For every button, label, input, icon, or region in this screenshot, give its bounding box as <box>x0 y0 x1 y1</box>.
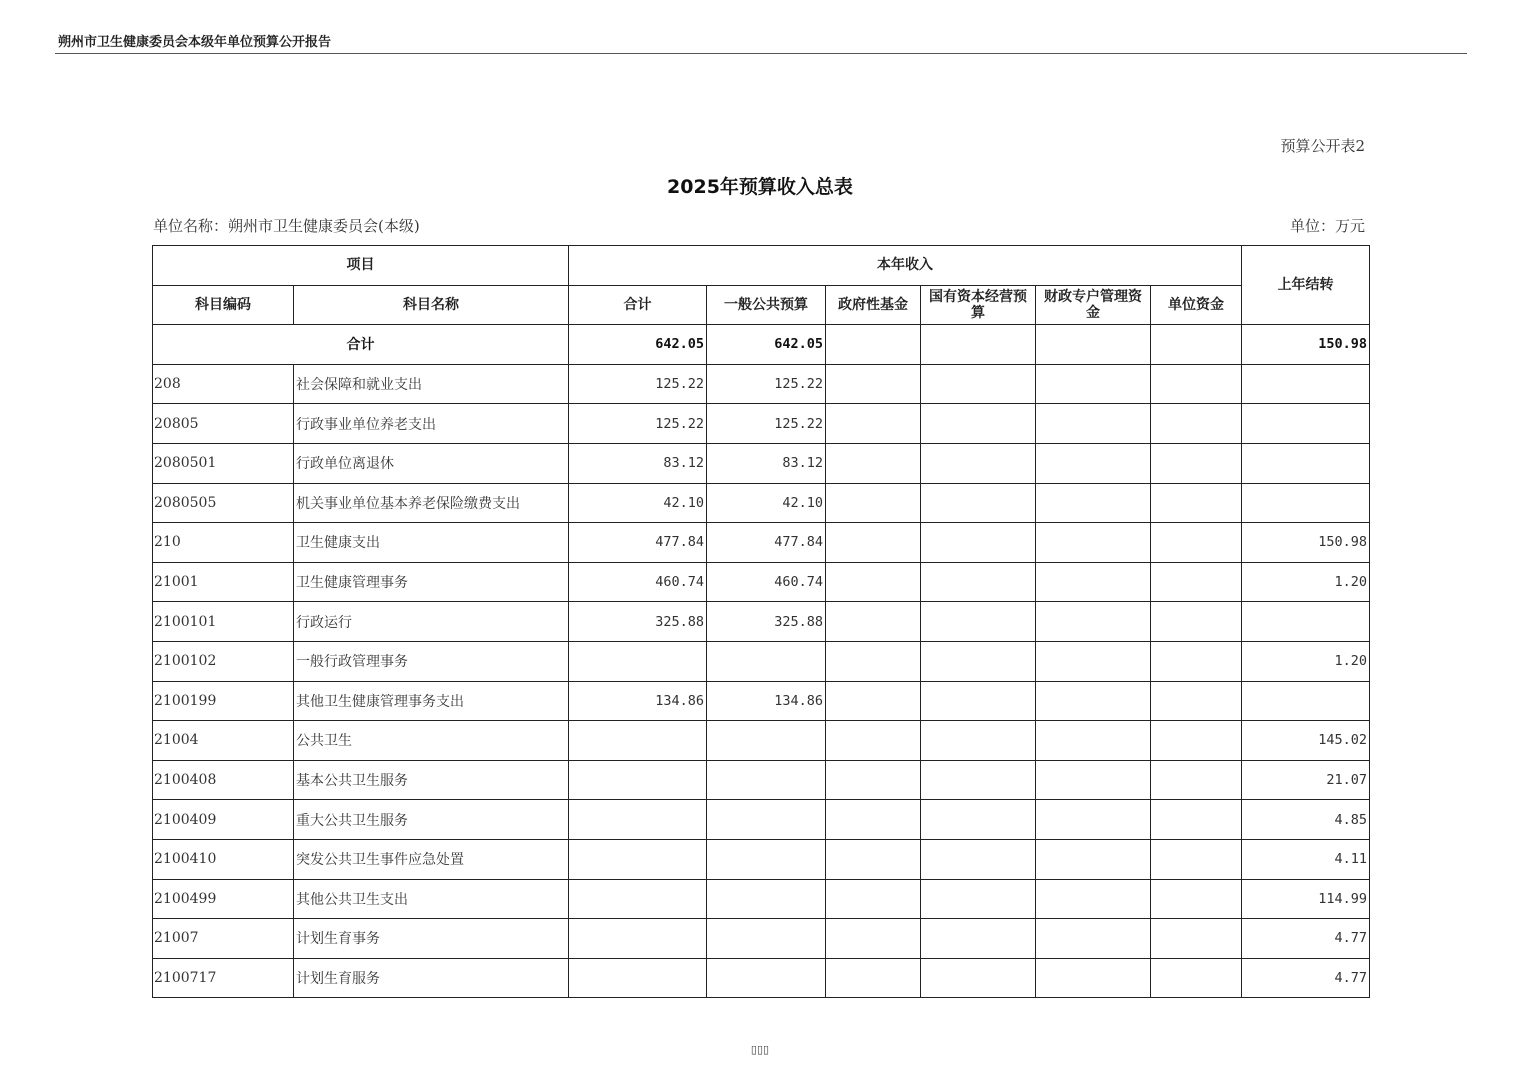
total-general-public-budget: 642.05 <box>707 325 826 365</box>
government-fund-cell <box>826 483 921 523</box>
subject-name-cell: 行政运行 <box>294 602 569 642</box>
state-capital-budget-cell <box>921 879 1036 919</box>
government-fund-cell <box>826 562 921 602</box>
table-row <box>153 800 1370 840</box>
header-government-fund: 政府性基金 <box>826 285 921 325</box>
fiscal-special-fund-cell <box>1036 364 1151 404</box>
government-fund-cell <box>826 641 921 681</box>
last-year-carryover-cell: 1.20 <box>1242 562 1370 602</box>
fiscal-special-fund-cell <box>1036 919 1151 959</box>
table-row <box>153 958 1370 998</box>
last-year-carryover-cell <box>1242 483 1370 523</box>
subtotal-cell <box>569 879 707 919</box>
subtotal-cell <box>569 641 707 681</box>
subtotal-cell <box>569 919 707 959</box>
subtotal-cell: 477.84 <box>569 523 707 563</box>
unit-fund-cell <box>1151 364 1242 404</box>
unit-name: 单位名称：朔州市卫生健康委员会(本级) <box>153 217 420 235</box>
unit-fund-cell <box>1151 641 1242 681</box>
last-year-carryover-cell: 4.85 <box>1242 800 1370 840</box>
unit-fund-cell <box>1151 919 1242 959</box>
subject-code-cell: 2100499 <box>153 879 294 919</box>
general-public-budget-cell <box>707 760 826 800</box>
unit-fund-cell <box>1151 523 1242 563</box>
header-last-year-carryover: 上年结转 <box>1242 246 1370 325</box>
state-capital-budget-cell <box>921 523 1036 563</box>
fiscal-special-fund-cell <box>1036 958 1151 998</box>
unit-fund-cell <box>1151 681 1242 721</box>
fiscal-special-fund-cell <box>1036 602 1151 642</box>
subtotal-cell <box>569 839 707 879</box>
table-row <box>153 404 1370 444</box>
last-year-carryover-cell: 4.11 <box>1242 839 1370 879</box>
last-year-carryover-cell: 150.98 <box>1242 523 1370 563</box>
unit-fund-cell <box>1151 760 1242 800</box>
table-row <box>153 483 1370 523</box>
header-current-year-income: 本年收入 <box>569 246 1242 286</box>
subject-name-cell: 计划生育事务 <box>294 919 569 959</box>
subtotal-cell <box>569 958 707 998</box>
subject-name-cell: 一般行政管理事务 <box>294 641 569 681</box>
subject-name-cell: 其他卫生健康管理事务支出 <box>294 681 569 721</box>
unit-fund-cell <box>1151 404 1242 444</box>
header-subject-name: 科目名称 <box>294 285 569 325</box>
subtotal-cell <box>569 721 707 761</box>
header-row-top <box>153 246 1370 286</box>
fiscal-special-fund-cell <box>1036 879 1151 919</box>
total-label: 合计 <box>153 325 569 365</box>
total-fiscal-special-fund <box>1036 325 1151 365</box>
state-capital-budget-cell <box>921 562 1036 602</box>
subtotal-cell: 125.22 <box>569 404 707 444</box>
government-fund-cell <box>826 404 921 444</box>
subject-name-cell: 其他公共卫生支出 <box>294 879 569 919</box>
fiscal-special-fund-cell <box>1036 721 1151 761</box>
fiscal-special-fund-cell <box>1036 800 1151 840</box>
government-fund-cell <box>826 602 921 642</box>
subject-code-cell: 21001 <box>153 562 294 602</box>
header-general-public-budget: 一般公共预算 <box>707 285 826 325</box>
page-title: 2025年预算收入总表 <box>667 176 853 198</box>
unit-fund-cell <box>1151 443 1242 483</box>
last-year-carryover-cell <box>1242 404 1370 444</box>
unit-fund-cell <box>1151 839 1242 879</box>
total-subtotal: 642.05 <box>569 325 707 365</box>
fiscal-special-fund-cell <box>1036 562 1151 602</box>
last-year-carryover-cell: 21.07 <box>1242 760 1370 800</box>
fiscal-special-fund-cell <box>1036 839 1151 879</box>
general-public-budget-cell <box>707 721 826 761</box>
header-divider <box>55 53 1467 54</box>
general-public-budget-cell <box>707 879 826 919</box>
unit-fund-cell <box>1151 602 1242 642</box>
subject-code-cell: 2100410 <box>153 839 294 879</box>
table-row <box>153 919 1370 959</box>
state-capital-budget-cell <box>921 760 1036 800</box>
subject-code-cell: 210 <box>153 523 294 563</box>
government-fund-cell <box>826 839 921 879</box>
header-project: 项目 <box>153 246 569 286</box>
general-public-budget-cell: 134.86 <box>707 681 826 721</box>
government-fund-cell <box>826 721 921 761</box>
subject-name-cell: 机关事业单位基本养老保险缴费支出 <box>294 483 569 523</box>
government-fund-cell <box>826 364 921 404</box>
fiscal-special-fund-cell <box>1036 483 1151 523</box>
last-year-carryover-cell <box>1242 364 1370 404</box>
unit-fund-cell <box>1151 958 1242 998</box>
government-fund-cell <box>826 958 921 998</box>
total-last-year-carryover: 150.98 <box>1242 325 1370 365</box>
general-public-budget-cell <box>707 800 826 840</box>
fiscal-special-fund-cell <box>1036 681 1151 721</box>
state-capital-budget-cell <box>921 958 1036 998</box>
subject-name-cell: 公共卫生 <box>294 721 569 761</box>
state-capital-budget-cell <box>921 721 1036 761</box>
last-year-carryover-cell <box>1242 443 1370 483</box>
general-public-budget-cell <box>707 839 826 879</box>
unit-fund-cell <box>1151 879 1242 919</box>
last-year-carryover-cell <box>1242 681 1370 721</box>
state-capital-budget-cell <box>921 404 1036 444</box>
unit-fund-cell <box>1151 800 1242 840</box>
unit-fund-cell <box>1151 483 1242 523</box>
table-row <box>153 879 1370 919</box>
page-header: 朔州市卫生健康委员会本级年单位预算公开报告 <box>58 35 332 50</box>
total-unit-fund <box>1151 325 1242 365</box>
subject-code-cell: 2100199 <box>153 681 294 721</box>
subject-code-cell: 2100102 <box>153 641 294 681</box>
table-row <box>153 839 1370 879</box>
last-year-carryover-cell: 145.02 <box>1242 721 1370 761</box>
table-row <box>153 721 1370 761</box>
state-capital-budget-cell <box>921 800 1036 840</box>
subject-name-cell: 重大公共卫生服务 <box>294 800 569 840</box>
subtotal-cell <box>569 760 707 800</box>
unit-fund-cell <box>1151 562 1242 602</box>
table-code: 预算公开表2 <box>1280 137 1365 155</box>
general-public-budget-cell: 42.10 <box>707 483 826 523</box>
last-year-carryover-cell: 114.99 <box>1242 879 1370 919</box>
subtotal-cell <box>569 800 707 840</box>
state-capital-budget-cell <box>921 641 1036 681</box>
total-government-fund <box>826 325 921 365</box>
government-fund-cell <box>826 443 921 483</box>
subtotal-cell: 134.86 <box>569 681 707 721</box>
unit-label: 单位：万元 <box>1289 217 1365 235</box>
government-fund-cell <box>826 919 921 959</box>
subtotal-cell: 125.22 <box>569 364 707 404</box>
subject-code-cell: 20805 <box>153 404 294 444</box>
unit-fund-cell <box>1151 721 1242 761</box>
subject-code-cell: 21004 <box>153 721 294 761</box>
header-state-capital-budget: 国有资本经营预算 <box>921 285 1036 325</box>
table-row <box>153 443 1370 483</box>
last-year-carryover-cell: 1.20 <box>1242 641 1370 681</box>
subtotal-cell: 460.74 <box>569 562 707 602</box>
subject-code-cell: 2080501 <box>153 443 294 483</box>
general-public-budget-cell: 460.74 <box>707 562 826 602</box>
general-public-budget-cell <box>707 641 826 681</box>
header-subject-code: 科目编码 <box>153 285 294 325</box>
table-row <box>153 523 1370 563</box>
subtotal-cell: 325.88 <box>569 602 707 642</box>
table-row <box>153 364 1370 404</box>
subject-name-cell: 基本公共卫生服务 <box>294 760 569 800</box>
fiscal-special-fund-cell <box>1036 760 1151 800</box>
subject-name-cell: 卫生健康支出 <box>294 523 569 563</box>
budget-income-table <box>152 245 1370 998</box>
subject-name-cell: 社会保障和就业支出 <box>294 364 569 404</box>
header-subtotal: 合计 <box>569 285 707 325</box>
general-public-budget-cell: 477.84 <box>707 523 826 563</box>
table-row <box>153 562 1370 602</box>
table-row <box>153 681 1370 721</box>
subject-name-cell: 卫生健康管理事务 <box>294 562 569 602</box>
state-capital-budget-cell <box>921 602 1036 642</box>
fiscal-special-fund-cell <box>1036 404 1151 444</box>
government-fund-cell <box>826 800 921 840</box>
government-fund-cell <box>826 879 921 919</box>
header-unit-fund: 单位资金 <box>1151 285 1242 325</box>
state-capital-budget-cell <box>921 364 1036 404</box>
subject-code-cell: 2100101 <box>153 602 294 642</box>
state-capital-budget-cell <box>921 443 1036 483</box>
subtotal-cell: 83.12 <box>569 443 707 483</box>
total-row <box>153 325 1370 365</box>
general-public-budget-cell: 83.12 <box>707 443 826 483</box>
subject-code-cell: 2080505 <box>153 483 294 523</box>
fiscal-special-fund-cell <box>1036 443 1151 483</box>
last-year-carryover-cell <box>1242 602 1370 642</box>
general-public-budget-cell: 325.88 <box>707 602 826 642</box>
subject-name-cell: 突发公共卫生事件应急处置 <box>294 839 569 879</box>
state-capital-budget-cell <box>921 483 1036 523</box>
general-public-budget-cell <box>707 958 826 998</box>
general-public-budget-cell: 125.22 <box>707 364 826 404</box>
general-public-budget-cell: 125.22 <box>707 404 826 444</box>
total-state-capital-budget <box>921 325 1036 365</box>
government-fund-cell <box>826 681 921 721</box>
government-fund-cell <box>826 760 921 800</box>
header-row-sub <box>153 285 1370 325</box>
subject-name-cell: 行政单位离退休 <box>294 443 569 483</box>
page-number: ▯▯▯ <box>750 1043 770 1056</box>
subject-code-cell: 2100717 <box>153 958 294 998</box>
subject-code-cell: 208 <box>153 364 294 404</box>
fiscal-special-fund-cell <box>1036 641 1151 681</box>
subject-name-cell: 行政事业单位养老支出 <box>294 404 569 444</box>
subject-code-cell: 2100408 <box>153 760 294 800</box>
last-year-carryover-cell: 4.77 <box>1242 958 1370 998</box>
table-row <box>153 641 1370 681</box>
state-capital-budget-cell <box>921 681 1036 721</box>
last-year-carryover-cell: 4.77 <box>1242 919 1370 959</box>
table-row <box>153 602 1370 642</box>
table-row <box>153 760 1370 800</box>
header-fiscal-special-fund: 财政专户管理资金 <box>1036 285 1151 325</box>
subject-name-cell: 计划生育服务 <box>294 958 569 998</box>
fiscal-special-fund-cell <box>1036 523 1151 563</box>
subject-code-cell: 2100409 <box>153 800 294 840</box>
subtotal-cell: 42.10 <box>569 483 707 523</box>
government-fund-cell <box>826 523 921 563</box>
state-capital-budget-cell <box>921 919 1036 959</box>
state-capital-budget-cell <box>921 839 1036 879</box>
subject-code-cell: 21007 <box>153 919 294 959</box>
general-public-budget-cell <box>707 919 826 959</box>
